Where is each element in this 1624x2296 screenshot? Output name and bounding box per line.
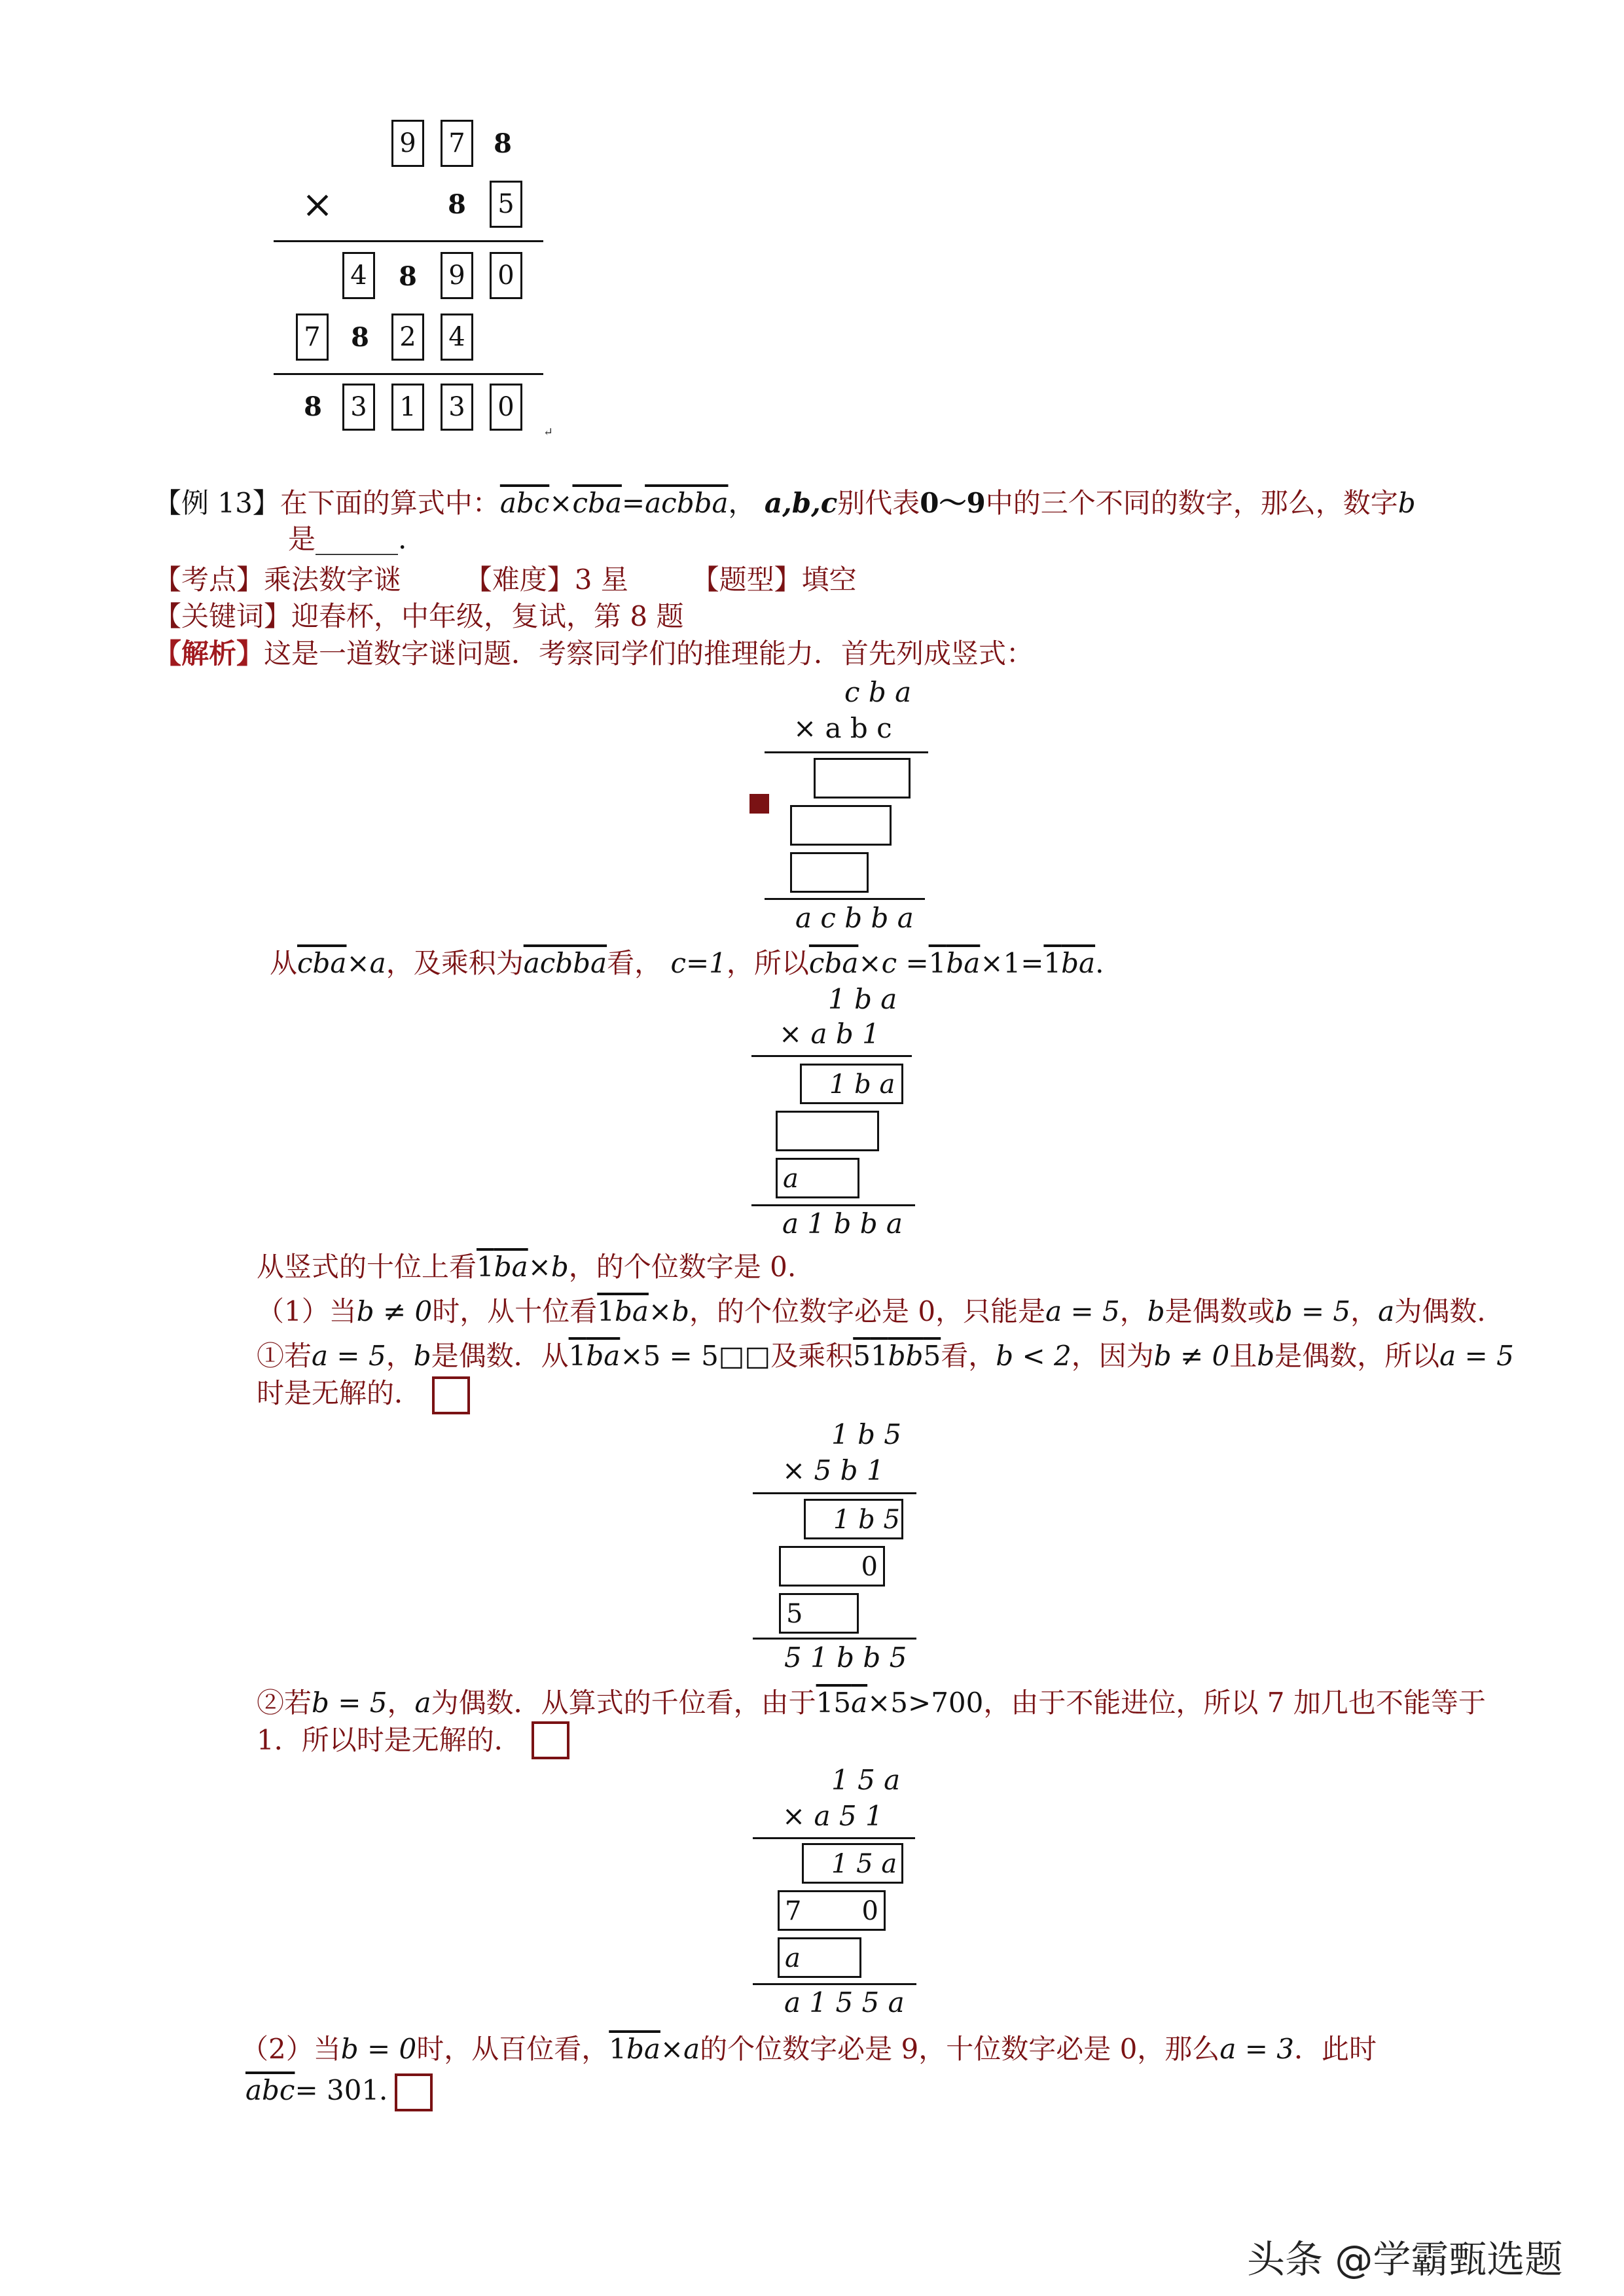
puzzle-digit: 8	[494, 128, 512, 159]
divider	[753, 1492, 916, 1494]
divider	[753, 1638, 916, 1640]
puzzle-box: 3	[441, 384, 473, 431]
case1-1-line: ①若a = 5，b是偶数．从$1\overline{ba}\times 5$ = 5□□及乘积$51\overline{bb}5$看，b < 2，因为b ≠ 0且b是偶数，所以a = 5	[257, 1340, 1514, 1372]
puzzle-box: 4	[342, 252, 375, 299]
puzzle-box: 0	[490, 384, 522, 431]
times-symbol: ×	[301, 182, 334, 226]
watermark: 头条 @学霸甄选题	[1247, 2237, 1563, 2282]
divider	[753, 1837, 915, 1839]
divider	[751, 1055, 912, 1057]
problem-line-1: 【例 13】在下面的算式中：$\overline{abc}\times\overline{cba}=acbba$， a,b,c别代表0～9中的三个不同的数字，那么，数字b	[154, 487, 1416, 519]
problem-label: 【例 13】	[154, 487, 280, 519]
case1-2-line: ②若b = 5，a为偶数．从算式的千位看，由于$15\overline{a}\times 5>700$，由于不能进位，所以 7 加几也不能等于	[257, 1687, 1486, 1719]
meta-row-3: 【解析】这是一道数字谜问题．考察同学们的推理能力．首先列成竖式：	[154, 637, 1034, 670]
partial-product-box	[790, 852, 869, 893]
case2-line: （2）当b = 0时，从百位看，$1\overline{ba}\times a$的个位数字必是 9，十位数字必是 0，那么a = 3．此时	[241, 2033, 1377, 2065]
puzzle-digit: 8	[448, 189, 466, 220]
qed-box	[432, 1376, 470, 1414]
bullet-marker	[749, 794, 769, 814]
partial-product-box: 0	[779, 1546, 885, 1587]
divider	[751, 1204, 915, 1206]
partial-product-box: 5	[779, 1593, 859, 1634]
divider	[274, 373, 543, 375]
puzzle-digit: 8	[351, 322, 369, 353]
partial-product-box: a	[776, 1158, 859, 1198]
meta-row-1: 【考点】乘法数字谜 【难度】3 星 【题型】填空	[154, 564, 857, 596]
partial-product-box: 1 b a	[800, 1064, 903, 1104]
puzzle-digit: 8	[304, 391, 322, 422]
case2-line-2: $\overline{abc}= 301$．	[245, 2074, 407, 2106]
return-arrow-icon: ↵	[543, 425, 554, 439]
case1-2-line-2: 1．所以时是无解的．	[257, 1724, 522, 1756]
puzzle-box: 7	[441, 120, 473, 167]
partial-product-box	[790, 805, 892, 846]
puzzle-box: 2	[391, 314, 424, 361]
partial-product-box	[814, 758, 911, 798]
partial-product-box: a	[778, 1937, 861, 1978]
puzzle-box: 0	[490, 252, 522, 299]
step2-line: 从竖式的十位上看$1\overline{ba}\times b$，的个位数字是 0.	[257, 1251, 797, 1283]
case1-1-line-2: 时是无解的．	[257, 1377, 422, 1409]
divider	[753, 1983, 916, 1985]
puzzle-digit: 8	[399, 261, 417, 292]
puzzle-box: 5	[490, 181, 522, 228]
case1-line: （1）当b ≠ 0时，从十位看$1\overline{ba}\times b$，的个位数字必是 0，只能是a = 5，b是偶数或b = 5，a为偶数.	[257, 1295, 1486, 1327]
partial-product-box: 7 0	[778, 1890, 886, 1931]
puzzle-box: 9	[441, 252, 473, 299]
partial-product-box	[776, 1111, 879, 1151]
step1-line: 从$\overline{cba}\times a$，及乘积为acbba看， c=1，所以$\overline{cba}\times c =1\overline{ba}\times 1=1\overline{ba}$.	[270, 947, 1104, 979]
partial-product-box: 1 b 5	[804, 1499, 903, 1539]
puzzle-box: 9	[391, 120, 424, 167]
meta-row-2: 【关键词】迎春杯，中年级，复试，第 8 题	[154, 600, 684, 632]
qed-box	[532, 1721, 569, 1759]
puzzle-box: 3	[342, 384, 375, 431]
puzzle-box: 7	[296, 314, 329, 361]
qed-box	[395, 2073, 433, 2111]
partial-product-box: 1 5 a	[802, 1843, 903, 1884]
problem-line-2: 是______.	[288, 523, 407, 555]
answer-blank: ______	[316, 523, 399, 555]
puzzle-box: 4	[441, 314, 473, 361]
divider	[765, 751, 928, 753]
divider	[765, 898, 925, 900]
puzzle-box: 1	[391, 384, 424, 431]
divider	[274, 240, 543, 242]
